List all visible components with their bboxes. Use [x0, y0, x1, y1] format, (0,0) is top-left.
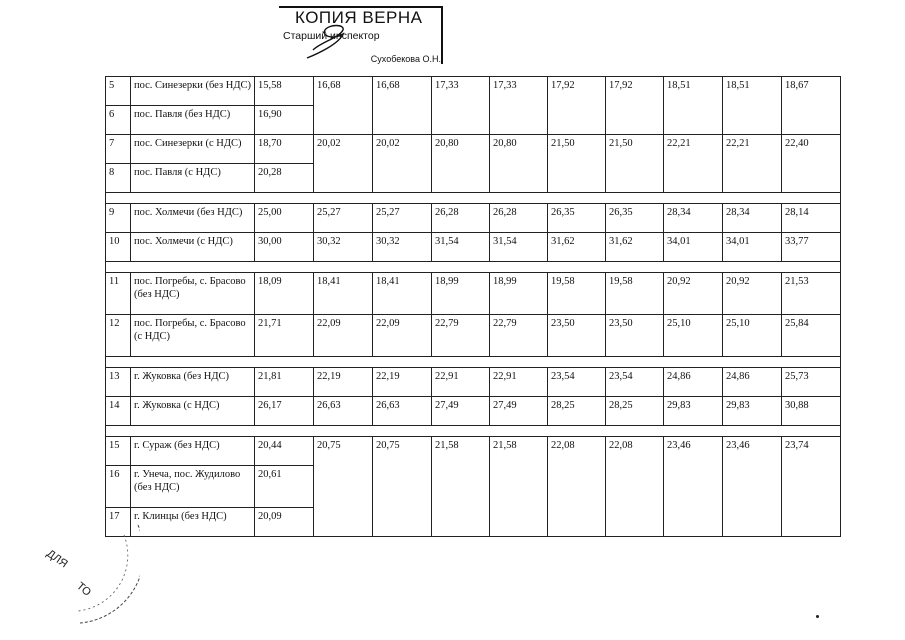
row-number: 7	[106, 135, 131, 164]
tariff-cell: 20,80	[490, 135, 548, 193]
tariff-cell: 17,33	[432, 77, 490, 135]
tariff-cell: 26,63	[314, 397, 373, 426]
stamp-name: Сухобекова О.Н.	[370, 54, 441, 64]
tariff-cell: 22,09	[314, 315, 373, 357]
row-number: 16	[106, 466, 131, 508]
signature-icon	[299, 20, 359, 60]
tariff-cell: 22,40	[782, 135, 841, 193]
tariff-cell: 18,99	[490, 273, 548, 315]
tariff-cell: 21,53	[782, 273, 841, 315]
tariff-cell: 22,09	[373, 315, 432, 357]
tariff-cell: 20,92	[723, 273, 782, 315]
row-number: 6	[106, 106, 131, 135]
row-number: 8	[106, 164, 131, 193]
tariff-table	[105, 76, 841, 537]
table-row	[106, 273, 841, 315]
base-tariff-cell: 20,61	[255, 466, 314, 508]
tariff-cell: 20,02	[314, 135, 373, 193]
tariff-cell: 21,50	[606, 135, 664, 193]
group-separator	[106, 193, 841, 204]
settlement-name: пос. Холмечи (с НДС)	[131, 233, 255, 262]
row-number: 11	[106, 273, 131, 315]
tariff-cell: 23,46	[723, 437, 782, 537]
base-tariff-cell: 20,09	[255, 508, 314, 537]
tariff-cell: 20,75	[373, 437, 432, 537]
tariff-cell: 31,62	[606, 233, 664, 262]
tariff-cell: 31,54	[490, 233, 548, 262]
settlement-name: пос. Погребы, с. Брасово (с НДС)	[131, 315, 255, 357]
tariff-cell: 30,32	[373, 233, 432, 262]
base-tariff-cell: 21,71	[255, 315, 314, 357]
tariff-cell: 33,77	[782, 233, 841, 262]
group-separator	[106, 426, 841, 437]
tariff-cell: 24,86	[723, 368, 782, 397]
table-row	[106, 233, 841, 262]
tariff-cell: 25,84	[782, 315, 841, 357]
base-tariff-cell: 21,81	[255, 368, 314, 397]
row-number: 10	[106, 233, 131, 262]
tariff-cell: 23,50	[548, 315, 606, 357]
tariff-cell: 23,54	[606, 368, 664, 397]
tariff-cell: 18,41	[373, 273, 432, 315]
group-separator	[106, 262, 841, 273]
tariff-cell: 19,58	[606, 273, 664, 315]
tariff-cell: 16,68	[373, 77, 432, 135]
table-row	[106, 204, 841, 233]
tariff-cell: 22,79	[432, 315, 490, 357]
base-tariff-cell: 15,58	[255, 77, 314, 106]
tariff-cell: 23,54	[548, 368, 606, 397]
tariff-cell: 20,02	[373, 135, 432, 193]
speck	[816, 615, 819, 618]
tariff-cell: 22,91	[490, 368, 548, 397]
tariff-cell: 25,10	[723, 315, 782, 357]
settlement-name: пос. Павля (с НДС)	[131, 164, 255, 193]
tariff-cell: 34,01	[664, 233, 723, 262]
tariff-cell: 20,92	[664, 273, 723, 315]
tariff-cell: 25,27	[314, 204, 373, 233]
row-number: 13	[106, 368, 131, 397]
settlement-name: г. Клинцы (без НДС)	[131, 508, 255, 537]
tariff-cell: 23,46	[664, 437, 723, 537]
table-row	[106, 397, 841, 426]
tariff-cell: 26,35	[548, 204, 606, 233]
base-tariff-cell: 20,28	[255, 164, 314, 193]
tariff-cell: 29,83	[723, 397, 782, 426]
tariff-cell: 23,50	[606, 315, 664, 357]
tariff-cell: 29,83	[664, 397, 723, 426]
row-number: 9	[106, 204, 131, 233]
settlement-name: пос. Погребы, с. Брасово (без НДС)	[131, 273, 255, 315]
tariff-cell: 22,08	[548, 437, 606, 537]
tariff-cell: 18,41	[314, 273, 373, 315]
settlement-name: пос. Холмечи (без НДС)	[131, 204, 255, 233]
settlement-name: г. Жуковка (с НДС)	[131, 397, 255, 426]
settlement-name: г. Сураж (без НДС)	[131, 437, 255, 466]
tariff-cell: 28,14	[782, 204, 841, 233]
base-tariff-cell: 25,00	[255, 204, 314, 233]
stamp-role: Старший инспектор	[283, 30, 380, 42]
tariff-cell: 26,63	[373, 397, 432, 426]
separator-cell	[106, 357, 841, 368]
table-row	[106, 135, 841, 164]
settlement-name: пос. Синезерки (без НДС)	[131, 77, 255, 106]
tariff-cell: 18,51	[723, 77, 782, 135]
table-row	[106, 437, 841, 466]
tariff-cell: 28,34	[723, 204, 782, 233]
tariff-cell: 22,19	[373, 368, 432, 397]
settlement-name: пос. Синезерки (с НДС)	[131, 135, 255, 164]
tariff-cell: 26,28	[432, 204, 490, 233]
stamp-title: КОПИЯ ВЕРНА	[295, 8, 423, 27]
settlement-name: пос. Павля (без НДС)	[131, 106, 255, 135]
tariff-cell: 31,54	[432, 233, 490, 262]
tariff-cell: 24,86	[664, 368, 723, 397]
tariff-cell: 26,35	[606, 204, 664, 233]
base-tariff-cell: 18,09	[255, 273, 314, 315]
tariff-cell: 30,88	[782, 397, 841, 426]
tariff-cell: 28,25	[606, 397, 664, 426]
tariff-cell: 22,79	[490, 315, 548, 357]
tariff-cell: 22,08	[606, 437, 664, 537]
tariff-cell: 25,73	[782, 368, 841, 397]
tariff-cell: 16,68	[314, 77, 373, 135]
tariff-cell: 21,50	[548, 135, 606, 193]
tariff-cell: 25,10	[664, 315, 723, 357]
tariff-cell: 28,25	[548, 397, 606, 426]
tariff-cell: 31,62	[548, 233, 606, 262]
tariff-cell: 20,75	[314, 437, 373, 537]
tariff-cell: 21,58	[490, 437, 548, 537]
seal-text-2: ТО	[74, 580, 94, 599]
certification-stamp	[279, 6, 443, 64]
table-row	[106, 315, 841, 357]
seal-text-1: ДЛЯ	[44, 547, 70, 571]
table-row	[106, 368, 841, 397]
row-number: 12	[106, 315, 131, 357]
tariff-cell: 19,58	[548, 273, 606, 315]
settlement-name: г. Жуковка (без НДС)	[131, 368, 255, 397]
base-tariff-cell: 18,70	[255, 135, 314, 164]
settlement-name: г. Унеча, пос. Жудилово (без НДС)	[131, 466, 255, 508]
tariff-cell: 25,27	[373, 204, 432, 233]
tariff-cell: 30,32	[314, 233, 373, 262]
base-tariff-cell: 20,44	[255, 437, 314, 466]
tariff-cell: 22,21	[664, 135, 723, 193]
row-number: 17	[106, 508, 131, 537]
separator-cell	[106, 262, 841, 273]
tariff-cell: 17,33	[490, 77, 548, 135]
row-number: 14	[106, 397, 131, 426]
tariff-cell: 27,49	[432, 397, 490, 426]
base-tariff-cell: 26,17	[255, 397, 314, 426]
separator-cell	[106, 426, 841, 437]
tariff-cell: 27,49	[490, 397, 548, 426]
tariff-cell: 22,21	[723, 135, 782, 193]
base-tariff-cell: 30,00	[255, 233, 314, 262]
round-seal	[20, 515, 140, 625]
tariff-cell: 26,28	[490, 204, 548, 233]
tariff-cell: 20,80	[432, 135, 490, 193]
table-row	[106, 77, 841, 106]
tariff-cell: 17,92	[548, 77, 606, 135]
tariff-cell: 18,67	[782, 77, 841, 135]
separator-cell	[106, 193, 841, 204]
base-tariff-cell: 16,90	[255, 106, 314, 135]
tariff-cell: 34,01	[723, 233, 782, 262]
tariff-cell: 22,19	[314, 368, 373, 397]
tariff-cell: 17,92	[606, 77, 664, 135]
tariff-cell: 28,34	[664, 204, 723, 233]
tariff-cell: 23,74	[782, 437, 841, 537]
tariff-cell: 18,99	[432, 273, 490, 315]
group-separator	[106, 357, 841, 368]
tariff-cell: 21,58	[432, 437, 490, 537]
row-number: 5	[106, 77, 131, 106]
row-number: 15	[106, 437, 131, 466]
tariff-cell: 22,91	[432, 368, 490, 397]
tariff-cell: 18,51	[664, 77, 723, 135]
